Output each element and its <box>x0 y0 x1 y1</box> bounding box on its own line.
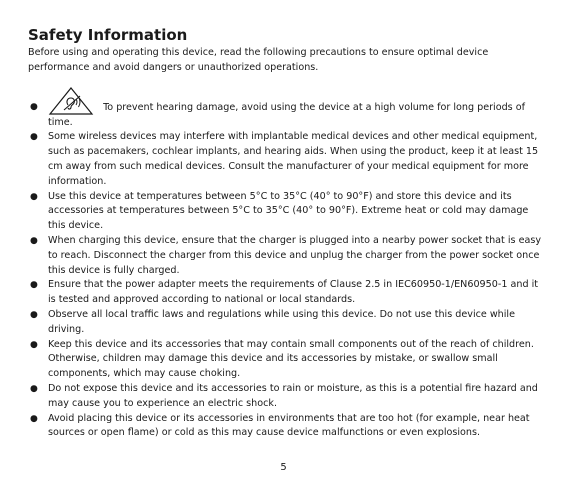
bullet: ● <box>30 235 38 246</box>
bullet: ● <box>30 413 38 424</box>
list-item <box>28 234 548 278</box>
list-item <box>28 382 548 412</box>
page-number: 5 <box>280 462 287 473</box>
list-item <box>28 412 548 442</box>
bullet: ● <box>30 191 38 202</box>
list-item <box>28 278 548 308</box>
list-item <box>28 338 548 382</box>
list-item <box>28 190 548 234</box>
list-item <box>28 86 548 131</box>
bullet: ● <box>30 101 38 112</box>
hearing-warning-icon <box>48 86 94 116</box>
list-item-text: Do not expose this device and its accessories to rain or moisture, as this is a potential fire hazard and may cause you to experience an electric shock. <box>48 382 538 409</box>
list-item <box>28 308 548 338</box>
list-item-text: Some wireless devices may interfere with implantable medical devices and other medical equipment, such as pacemakers, cochlear implants, and hearing aids. When using the product, keep it at least 15 cm away from such medical devices. Consult the manufacturer of your medical equipment for more information. <box>48 131 539 187</box>
list-item-text: Avoid placing this device or its accessories in environments that are too hot (for example, near heat sources or open flame) or cold as this may cause device malfunctions or even explosions. <box>48 412 530 439</box>
bullet: ● <box>30 309 38 320</box>
bullet: ● <box>30 280 38 291</box>
bullet: ● <box>30 132 38 143</box>
safety-list <box>28 86 548 442</box>
intro-paragraph: Before using and operating this device, read the following precautions to ensure optimal device performance and avoid dangers or unauthorized operations. <box>28 47 489 73</box>
bullet: ● <box>30 383 38 394</box>
list-item-text: Use this device at temperatures between 5°C to 35°C (40° to 90°F) and store this device and its accessories at temperatures between 5°C to 35°C (40° to 90°F). Extreme heat or cold may damage this device. <box>48 190 529 232</box>
list-item-text: Ensure that the power adapter meets the requirements of Clause 2.5 in IEC60950-1/EN60950-1 and it is tested and approved according to national or local standards. <box>48 279 539 306</box>
list-item <box>28 130 548 189</box>
list-item-text: To prevent hearing damage, avoid using the device at a high volume for long periods of time. <box>48 101 525 128</box>
safety-information-section <box>28 26 548 441</box>
list-item-text: Observe all local traffic laws and regulations while using this device. Do not use this device while driving. <box>48 308 515 335</box>
section-title: Safety Information <box>28 26 188 44</box>
bullet: ● <box>30 339 38 350</box>
list-item-text: When charging this device, ensure that the charger is plugged into a nearby power socket that is easy to reach. Disconnect the charger from this device and unplug the charger from the power socket once this device is fully charged. <box>48 234 542 276</box>
list-item-text: Keep this device and its accessories that may contain small components out of the reach of children. Otherwise, children may damage this device and its accessories by mistake, or swallow small components, which may cause choking. <box>48 338 534 380</box>
